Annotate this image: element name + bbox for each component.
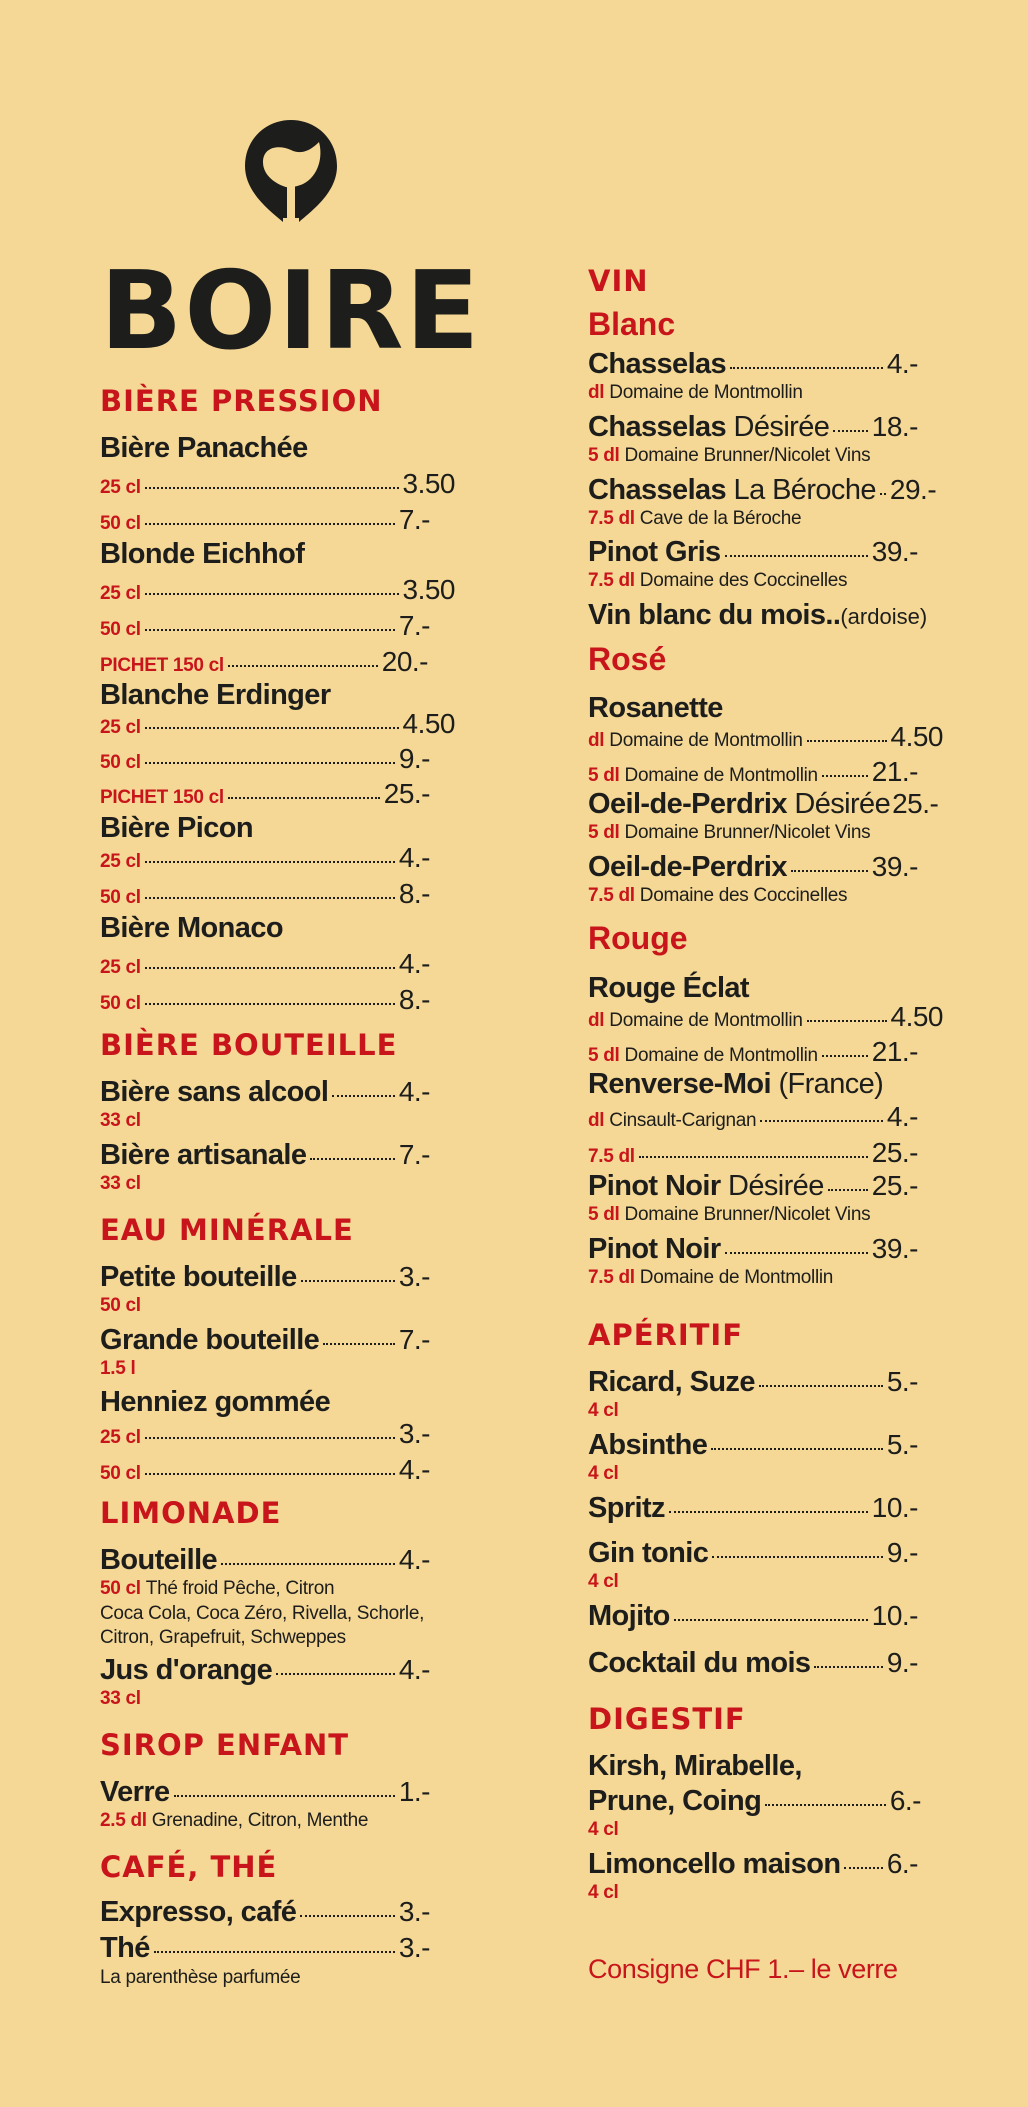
item-name: Expresso, café <box>100 1896 297 1928</box>
price-row <box>100 646 428 678</box>
item-name: Oeil-de-Perdrix Désirée <box>588 788 891 820</box>
quantity: PICHET 150 cl <box>100 787 224 808</box>
price-row <box>100 708 455 740</box>
item-oeil-de-perdrix <box>588 851 918 884</box>
item-detail <box>100 1810 368 1832</box>
description: Grenadine, Citron, Menthe <box>151 1810 369 1831</box>
quantity: 50 cl <box>100 887 141 908</box>
price-row <box>100 842 430 874</box>
quantity: 5 dl <box>588 765 620 786</box>
price-row <box>588 721 943 753</box>
price: 39.- <box>871 851 918 882</box>
price: 4.- <box>886 348 918 379</box>
quantity: 7.5 dl <box>588 885 635 906</box>
item-petite-bouteille <box>100 1261 430 1294</box>
quantity: 25 cl <box>100 957 141 978</box>
producer: Domaine de Montmollin <box>624 765 818 786</box>
item-mojito <box>588 1600 918 1633</box>
item-name: Bière sans alcool <box>100 1076 329 1108</box>
quantity: 33 cl <box>100 1688 141 1709</box>
quantity: 7.5 dl <box>588 570 635 591</box>
price-row <box>100 948 430 980</box>
item-kirsh-line2 <box>588 1785 921 1818</box>
quantity: 25 cl <box>100 583 141 604</box>
section-heading-sirop-enfant: SIROP ENFANT <box>100 1728 350 1762</box>
price: 5.- <box>886 1366 918 1397</box>
item-name: Limoncello maison <box>588 1848 841 1880</box>
price-row <box>100 468 455 500</box>
quantity: 50 cl <box>100 993 141 1014</box>
item-verre <box>100 1776 430 1809</box>
item-name: Blanche Erdinger <box>100 679 331 711</box>
price: 6.- <box>889 1785 921 1816</box>
item-name: Petite bouteille <box>100 1261 297 1293</box>
price-row <box>100 778 430 810</box>
subheading-blanc: Blanc <box>588 306 676 342</box>
item-name: Rosanette <box>588 692 723 724</box>
price: 3.50 <box>402 574 455 605</box>
price-row <box>100 743 430 775</box>
section-heading-cafe-the: CAFÉ, THÉ <box>100 1850 278 1884</box>
price-row <box>588 1137 918 1169</box>
description: Coca Cola, Coca Zéro, Rivella, Schorle, <box>100 1603 425 1624</box>
item-name: Blonde Eichhof <box>100 538 305 570</box>
item-detail <box>588 1882 624 1904</box>
section-heading-digestif: DIGESTIF <box>588 1702 746 1736</box>
quantity: 5 dl <box>588 445 620 466</box>
item-expresso <box>100 1896 430 1929</box>
item-name: Vin blanc du mois <box>588 599 826 631</box>
item-jus-orange <box>100 1654 430 1687</box>
price: 39.- <box>871 536 918 567</box>
item-renverse-moi <box>588 1068 883 1101</box>
price: 1.- <box>398 1776 430 1807</box>
price: 6.- <box>886 1848 918 1879</box>
item-name: Thé <box>100 1932 150 1964</box>
quantity: 4 cl <box>588 1463 619 1484</box>
item-name: Henniez gommée <box>100 1386 331 1418</box>
item-name: Prune, Coing <box>588 1785 762 1817</box>
item-the <box>100 1932 430 1965</box>
price: 7.- <box>398 610 430 641</box>
price: 3.50 <box>402 468 455 499</box>
item-name: Verre <box>100 1776 170 1808</box>
item-pinot-gris <box>588 536 918 569</box>
item-name: Bière artisanale <box>100 1139 307 1171</box>
price: 25.- <box>892 788 939 819</box>
price: 25.- <box>383 778 430 809</box>
item-name: Rouge Éclat <box>588 972 749 1004</box>
quantity: dl <box>588 1010 605 1031</box>
quantity: 33 cl <box>100 1110 141 1131</box>
section-heading-eau-minerale: EAU MINÉRALE <box>100 1213 354 1247</box>
item-chasselas-desiree <box>588 411 918 444</box>
item-name: Spritz <box>588 1492 665 1524</box>
price: 3.- <box>398 1932 430 1963</box>
price: 9.- <box>886 1647 918 1678</box>
item-name: Bouteille <box>100 1544 218 1576</box>
item-name: Chasselas <box>588 348 727 380</box>
quantity: 4 cl <box>588 1400 619 1421</box>
producer: Domaine Brunner/Nicolet Vins <box>624 445 871 466</box>
item-detail <box>100 1358 140 1380</box>
quantity: 5 dl <box>588 1045 620 1066</box>
item-gin-tonic <box>588 1537 918 1570</box>
subheading-rouge: Rouge <box>588 920 688 956</box>
quantity: 4 cl <box>588 1571 619 1592</box>
price-row <box>100 610 430 642</box>
quantity: dl <box>588 382 605 403</box>
item-absinthe <box>588 1429 918 1462</box>
item-name: Chasselas La Béroche <box>588 474 876 506</box>
price: 9.- <box>398 743 430 774</box>
item-detail <box>588 1819 624 1841</box>
quantity: 4 cl <box>588 1882 619 1903</box>
price-row <box>588 1001 943 1033</box>
quantity: 25 cl <box>100 851 141 872</box>
item-detail <box>588 1571 624 1593</box>
item-name: Cocktail du mois <box>588 1647 811 1679</box>
producer: Domaine de Montmollin <box>609 1010 803 1031</box>
item-name: Pinot Gris <box>588 536 721 568</box>
price: 4.- <box>398 1544 430 1575</box>
price-row <box>588 756 918 788</box>
price: 3.- <box>398 1261 430 1292</box>
item-biere-panachee <box>100 432 308 465</box>
quantity: 7.5 dl <box>588 1146 635 1167</box>
producer: Domaine de Montmollin <box>639 1267 834 1288</box>
quantity: 50 cl <box>100 1295 141 1316</box>
price-row <box>100 1418 430 1450</box>
item-henniez <box>100 1386 330 1419</box>
quantity: 7.5 dl <box>588 508 635 529</box>
item-name: Gin tonic <box>588 1537 709 1569</box>
price: 4.- <box>398 1076 430 1107</box>
price-row <box>100 878 430 910</box>
item-detail <box>588 382 803 404</box>
item-name: Bière Picon <box>100 812 253 844</box>
item-spritz <box>588 1492 918 1525</box>
item-biere-sans-alcool <box>100 1076 430 1109</box>
item-name: Pinot Noir Désirée <box>588 1170 824 1202</box>
item-chasselas <box>588 348 918 381</box>
quantity: 50 cl <box>100 619 141 640</box>
quantity: dl <box>588 1110 605 1131</box>
producer: Domaine de Montmollin <box>624 1045 818 1066</box>
item-detail <box>588 885 847 907</box>
price-row <box>100 984 430 1016</box>
quantity: 50 cl <box>100 1463 141 1484</box>
deposit-note: Consigne CHF 1.– le verre <box>588 1954 898 1984</box>
producer: Domaine de Montmollin <box>609 382 803 403</box>
description: Thé froid Pêche, Citron <box>145 1578 335 1599</box>
section-heading-aperitif: APÉRITIF <box>588 1318 744 1352</box>
item-detail <box>588 1267 833 1289</box>
note: (ardoise) <box>840 604 928 629</box>
item-biere-artisanale <box>100 1139 430 1172</box>
item-detail <box>100 1173 146 1195</box>
item-cocktail-du-mois <box>588 1647 918 1680</box>
page-title: BOIRE <box>100 249 482 374</box>
producer: Cave de la Béroche <box>639 508 802 529</box>
item-detail <box>588 445 870 467</box>
price: 39.- <box>871 1233 918 1264</box>
description: Citron, Grapefruit, Schweppes <box>100 1627 346 1648</box>
quantity: 5 dl <box>588 822 620 843</box>
price: 4.- <box>886 1101 918 1132</box>
item-detail <box>100 1688 146 1710</box>
producer: Cinsault-Carignan <box>609 1110 757 1131</box>
price: 5.- <box>886 1429 918 1460</box>
quantity: 7.5 dl <box>588 1267 635 1288</box>
item-bouteille <box>100 1544 430 1577</box>
producer: Domaine Brunner/Nicolet Vins <box>624 822 871 843</box>
item-name: Chasselas Désirée <box>588 411 830 443</box>
quantity: 50 cl <box>100 513 141 534</box>
price: 10.- <box>871 1600 918 1631</box>
producer: Domaine des Coccinelles <box>639 885 848 906</box>
quantity: 25 cl <box>100 477 141 498</box>
item-name: Grande bouteille <box>100 1324 320 1356</box>
item-pinot-noir-desiree <box>588 1170 918 1203</box>
item-name: Bière Panachée <box>100 432 308 464</box>
section-heading-limonade: LIMONADE <box>100 1496 282 1530</box>
item-biere-monaco <box>100 912 283 945</box>
price: 3.- <box>398 1896 430 1927</box>
quantity: 1.5 l <box>100 1358 136 1379</box>
producer: Domaine de Montmollin <box>609 730 803 751</box>
price: 4.- <box>398 948 430 979</box>
price: 4.50 <box>890 721 943 752</box>
item-name: Ricard, Suze <box>588 1366 755 1398</box>
quantity: 25 cl <box>100 717 141 738</box>
quantity: 4 cl <box>588 1819 619 1840</box>
price: 8.- <box>398 878 430 909</box>
item-chasselas-beroche <box>588 474 937 507</box>
item-detail <box>588 570 847 592</box>
price: 7.- <box>398 1324 430 1355</box>
item-ricard-suze <box>588 1366 918 1399</box>
price-row <box>100 1454 430 1486</box>
price: 25.- <box>871 1170 918 1201</box>
item-detail <box>588 1204 870 1226</box>
item-name: Absinthe <box>588 1429 708 1461</box>
item-detail <box>100 1110 146 1132</box>
price: 18.- <box>871 411 918 442</box>
item-name: Oeil-de-Perdrix <box>588 851 787 883</box>
item-limoncello <box>588 1848 918 1881</box>
price: 8.- <box>398 984 430 1015</box>
section-heading-vin: VIN <box>588 264 649 298</box>
price: 4.- <box>398 1654 430 1685</box>
item-name: Mojito <box>588 1600 670 1632</box>
price: 4.- <box>398 1454 430 1485</box>
dots: .. <box>825 599 841 631</box>
item-pinot-noir <box>588 1233 918 1266</box>
subheading-rose: Rosé <box>588 641 667 677</box>
price: 21.- <box>871 756 918 787</box>
quantity: PICHET 150 cl <box>100 655 224 676</box>
quantity: 5 dl <box>588 1204 620 1225</box>
item-oeil-de-perdrix-desiree <box>588 788 939 821</box>
section-heading-biere-bouteille: BIÈRE BOUTEILLE <box>100 1028 398 1062</box>
item-detail <box>588 1463 624 1485</box>
quantity: 50 cl <box>100 752 141 773</box>
price: 20.- <box>381 646 428 677</box>
price: 29.- <box>889 474 937 505</box>
item-detail <box>588 822 870 844</box>
section-heading-biere-pression: BIÈRE PRESSION <box>100 384 383 418</box>
item-name: Jus d'orange <box>100 1654 273 1686</box>
price: 4.50 <box>890 1001 943 1032</box>
price: 4.50 <box>402 708 455 739</box>
item-name: Kirsh, Mirabelle, <box>588 1750 802 1782</box>
item-detail <box>100 1295 146 1317</box>
price: 7.- <box>398 1139 430 1170</box>
item-name: Pinot Noir <box>588 1233 721 1265</box>
price: 3.- <box>398 1418 430 1449</box>
description: La parenthèse parfumée <box>100 1967 301 1988</box>
item-blonde-eichhof <box>100 538 304 571</box>
price: 21.- <box>871 1036 918 1067</box>
price: 4.- <box>398 842 430 873</box>
item-name: Renverse-Moi (France) <box>588 1068 884 1100</box>
producer: Domaine Brunner/Nicolet Vins <box>624 1204 871 1225</box>
wine-location-pin-icon <box>243 118 339 252</box>
item-vin-blanc-du-mois <box>588 599 927 632</box>
quantity: 25 cl <box>100 1427 141 1448</box>
price: 9.- <box>886 1537 918 1568</box>
item-grande-bouteille <box>100 1324 430 1357</box>
price: 7.- <box>398 504 430 535</box>
quantity: dl <box>588 730 605 751</box>
quantity: 2.5 dl <box>100 1810 147 1831</box>
item-detail <box>100 1578 334 1600</box>
price-row <box>588 1036 918 1068</box>
price-row <box>588 1101 918 1133</box>
price: 25.- <box>871 1137 918 1168</box>
item-detail <box>588 1400 624 1422</box>
item-biere-picon <box>100 812 253 845</box>
producer: Domaine des Coccinelles <box>639 570 848 591</box>
item-kirsh <box>588 1750 802 1783</box>
price-row <box>100 574 455 606</box>
price: 10.- <box>871 1492 918 1523</box>
item-name: Bière Monaco <box>100 912 283 944</box>
price-row <box>100 504 430 536</box>
quantity: 33 cl <box>100 1173 141 1194</box>
item-detail <box>588 508 801 530</box>
quantity: 50 cl <box>100 1578 141 1599</box>
